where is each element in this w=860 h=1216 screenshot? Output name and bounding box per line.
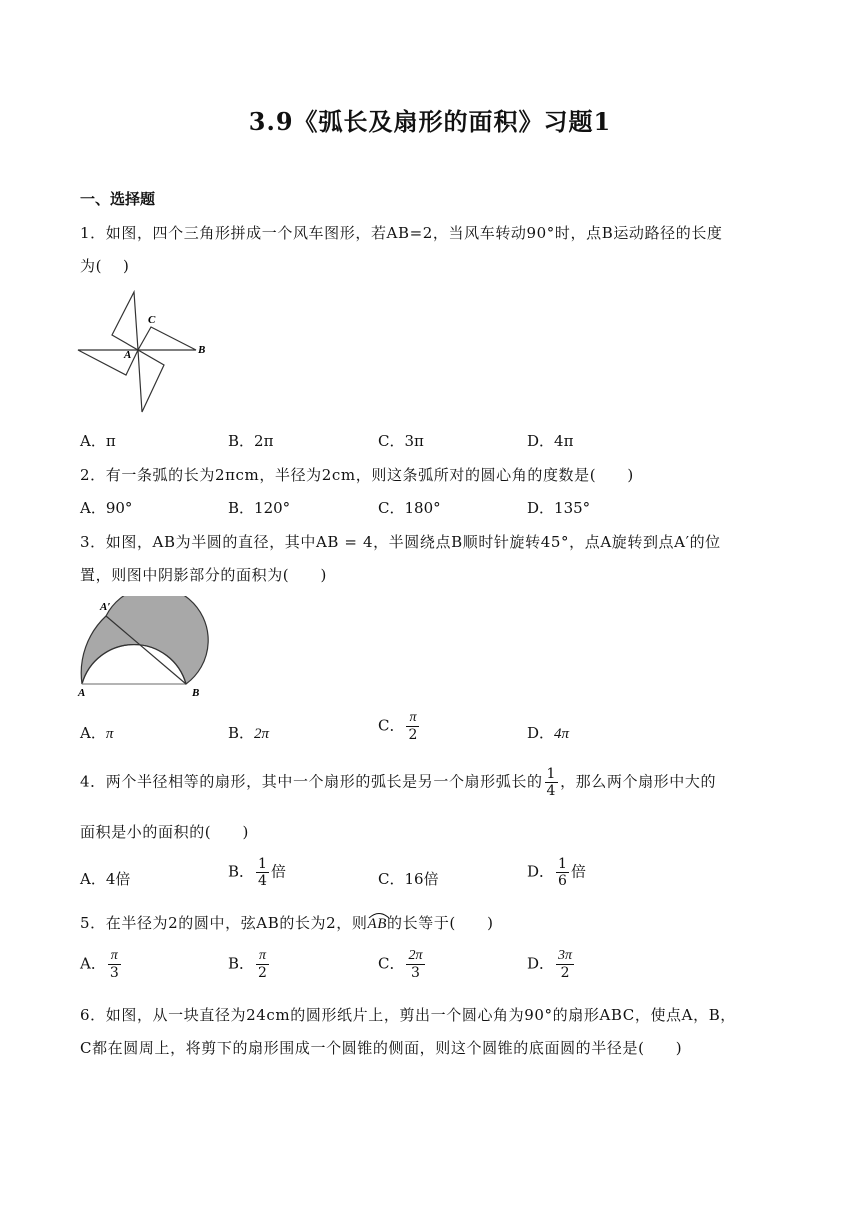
q4-option-b-numerator: 1 [258,856,267,872]
q3-option-c-numerator: π [406,710,419,727]
section-heading: 一、选择题 [80,190,156,208]
q5-option-b-label: B． [228,954,255,973]
q5-option-b[interactable] [228,948,271,981]
q5-option-c-numerator: 2π [406,948,424,965]
windmill-figure [76,290,226,415]
q1-text-line2: 为( ) [80,257,130,275]
q3-text-line2: 置，则图中阴影部分的面积为( ) [80,566,327,584]
q1-option-d[interactable]: D．4π [527,432,574,450]
q5-option-d-label: D． [527,954,555,973]
q1-option-c[interactable]: C．3π [378,432,424,450]
q2-text-line1: 2．有一条弧的长为2πcm，半径为2cm，则这条弧所对的圆心角的度数是( ) [80,466,634,484]
q5-option-a-label: A． [80,954,106,973]
q2-option-d[interactable]: D．135° [527,499,591,517]
q5-option-a[interactable] [80,948,123,981]
q3-option-b[interactable] [228,722,269,743]
q5-text-line1 [80,912,494,933]
q1-option-b[interactable]: B．2π [228,432,274,450]
q2-option-b[interactable]: B．120° [228,499,291,517]
q5-option-c-denominator: 3 [411,965,420,982]
q3-label-a-prime: A′ [100,601,111,613]
q4-option-b[interactable] [228,856,286,889]
q3-option-d-value: 4π [554,726,570,742]
q1-option-a[interactable]: A．π [80,432,116,450]
q4-text-pre: 4．两个半径相等的扇形，其中一个扇形的弧长是另一个扇形弧长的 [80,772,543,791]
q6-text-line2: C都在圆周上，将剪下的扇形围成一个圆锥的侧面，则这个圆锥的底面圆的半径是( ) [80,1039,683,1057]
q3-option-c-label: C． [378,716,405,735]
q5-option-d-numerator: 3π [556,948,574,965]
q4-text-post: ，那么两个扇形中大的 [560,772,717,791]
q4-text-line2: 面积是小的面积的( ) [80,823,249,841]
q1-label-a: A [124,349,132,361]
q5-option-d-denominator: 2 [560,965,570,982]
q4-option-d-suffix: 倍 [570,862,586,881]
page-title: 3.9《弧长及扇形的面积》习题1 [248,107,612,136]
q5-option-b-denominator: 2 [258,965,267,982]
q4-option-d-denominator: 6 [558,873,567,890]
q3-option-d-label: D． [527,724,555,742]
q5-option-b-numerator: π [256,948,269,965]
q4-option-b-label: B． [228,862,255,881]
q4-option-d[interactable] [527,856,586,889]
q5-option-c[interactable] [378,948,427,981]
q5-text-post: 的长等于( ) [387,914,494,932]
q4-option-b-suffix: 倍 [270,862,286,881]
q3-label-b: B [192,687,200,698]
q3-option-a-value: π [105,726,114,742]
q1-label-b: B [198,344,206,356]
q3-option-b-label: B． [228,724,255,742]
q1-label-c: C [148,314,156,326]
q3-option-c[interactable] [378,710,421,743]
q5-arc-label: AB [367,916,388,932]
q3-text-line1: 3．如图，AB为半圆的直径，其中AB = 4，半圆绕点B顺时针旋转45°，点A旋转到点A′的位 [80,533,721,551]
q4-option-d-label: D． [527,862,555,881]
q5-option-d[interactable] [527,948,576,981]
q4-option-c[interactable]: C．16倍 [378,870,439,888]
q2-option-a[interactable]: A．90° [80,499,133,517]
q4-text-line1 [80,766,716,799]
q4-option-a[interactable]: A．4倍 [80,870,131,888]
semicircle-rotation-figure [76,596,216,698]
q5-text-pre: 5．在半径为2的圆中，弦AB的长为2，则 [80,914,368,932]
q3-option-c-denominator: 2 [408,727,418,744]
q1-text-line1: 1．如图，四个三角形拼成一个风车图形，若AB=2，当风车转动90°时，点B运动路径的长度 [80,224,723,242]
q3-option-b-value: 2π [254,726,270,742]
q2-option-c[interactable]: C．180° [378,499,441,517]
q4-frac-denominator: 4 [546,783,557,800]
q4-option-b-denominator: 4 [258,873,267,890]
q5-option-c-label: C． [378,954,405,973]
q3-option-a-label: A． [80,724,106,742]
arc-mark-icon [368,911,390,919]
q4-frac-numerator: 1 [546,766,557,782]
q5-option-a-denominator: 3 [109,965,119,982]
q3-option-a[interactable] [80,722,113,743]
q4-option-d-numerator: 1 [558,856,567,872]
q3-option-d[interactable] [527,722,569,743]
q6-text-line1: 6．如图，从一块直径为24cm的圆形纸片上，剪出一个圆心角为90°的扇形ABC，使点A，B， [80,1006,736,1024]
q3-label-a: A [78,687,86,698]
q5-arc-ab [368,916,388,933]
q5-option-a-numerator: π [108,948,121,965]
